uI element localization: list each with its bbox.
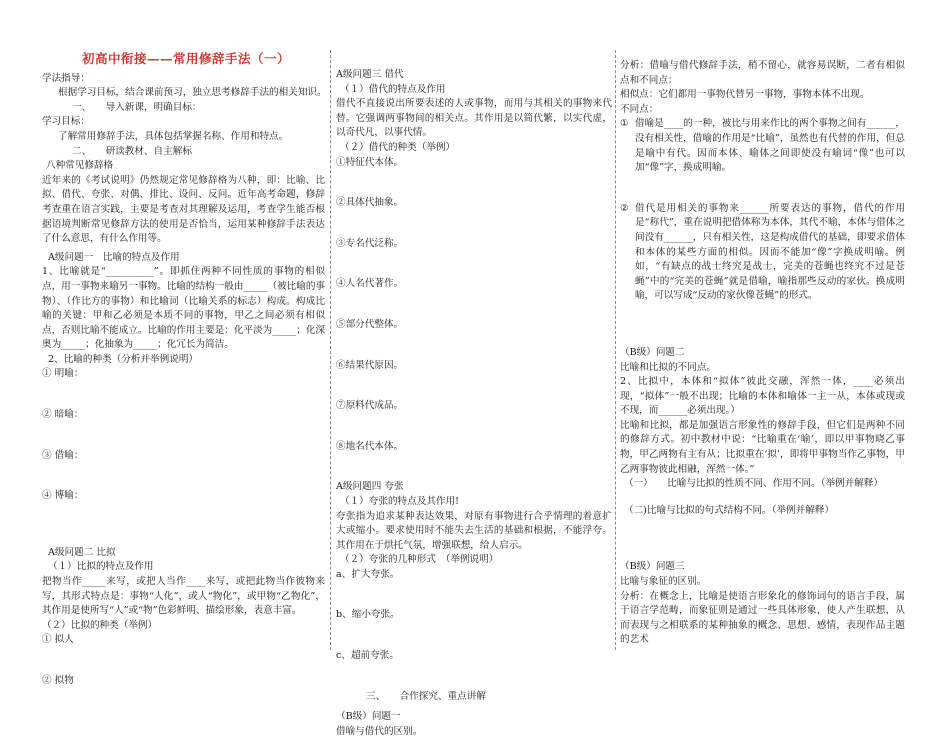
personification: ① 拟人 bbox=[42, 634, 74, 646]
b3-body: 分析：在概念上，比喻是使语言形象化的修饰词句的语言手段，属于语言学范畴，而象征则是通过一些具体形象，使人产生联想，从而表现与之相联系的某种抽象的概念、思想、感情，表现作品主题的艺术 bbox=[620, 590, 905, 646]
metonymy-kind-6: ⑥结果代原因。 bbox=[336, 359, 404, 371]
difference-label: 不同点： bbox=[620, 103, 659, 115]
analysis-1: 分析：借喻与借代修辞手法，稍不留心，就容易误断，二者有相似点和不同点： bbox=[620, 60, 905, 86]
b1-body: 借喻与借代的区别。 bbox=[336, 725, 423, 737]
section-1-heading: 一、 导入新课，明确目标： bbox=[72, 101, 202, 113]
difference-1-text: 借喻是____的一种，被比与用来作比的两个事物之间有______，没有相关性，借喻的作用是“比喻”，虽然也有代替的作用，但总是喻中有代。因而本体、喻体之间即使没有喻词“像”也可以加“像”字，换成明喻。 bbox=[635, 118, 905, 174]
a1-kinds-heading: 2、比喻的种类（分析并举例说明） bbox=[48, 353, 199, 365]
a3-sub2: （２）借代的种类（举例） bbox=[340, 141, 456, 153]
difference-2-text: 借代是用相关的事物来______所要表达的事物，借代的作用是“称代”，重在说明把借体称为本体，其代不喻，本体与借体之间没有______，只有相关性，这是构成借代的基础，即要求借体和本体的某些方面的相似。因而不能加“像”字换成明喻。例如，“有缺点的战士终究是战士，完美的苍蝇也终究不过是苍蝇”中的“完美的苍蝇”就是借喻，喻指那些反动的家伙。换成明喻，可以写成“反动的家伙像苍蝇”的形式。 bbox=[635, 202, 905, 302]
column-divider-2 bbox=[615, 50, 616, 650]
b1-title: （B级）问题一 bbox=[336, 711, 401, 723]
a2-sub2: （２）比拟的种类（举例） bbox=[42, 619, 158, 631]
metaphor-kind-4: ④ 博喻： bbox=[42, 490, 84, 502]
column-3 bbox=[620, 0, 905, 671]
a4-title: A级问题四 夸张 bbox=[336, 481, 404, 493]
metonymy-kind-3: ③专名代泛称。 bbox=[336, 237, 404, 249]
a3-sub1: （１）借代的特点及作用 bbox=[340, 83, 446, 95]
b2-line1: 比喻和比拟的不同点。 bbox=[620, 361, 716, 373]
study-guide-text: 根据学习目标，结合课前预习，独立思考修辞手法的相关知识。 bbox=[58, 87, 327, 99]
hyperbole-kind-3: c、超前夸张。 bbox=[336, 650, 399, 662]
column-1 bbox=[42, 0, 327, 686]
a1-title: A级问题一 比喻的特点及作用 bbox=[48, 251, 180, 263]
page-title: 初高中衔接——常用修辞手法（一） bbox=[82, 51, 291, 66]
section-3-heading: 三、 合作探究、重点讲解 bbox=[366, 690, 486, 702]
b2-question-1: （一） 比喻与比拟的性质不同、作用不同。（举例并解释） bbox=[624, 478, 884, 490]
a2-title: A级问题二 比拟 bbox=[48, 546, 116, 558]
hyperbole-kind-1: a、扩大夸张。 bbox=[336, 568, 400, 580]
column-2 bbox=[336, 0, 612, 737]
goal-label: 学习目标： bbox=[42, 116, 90, 128]
goal-text: 了解常用修辞手法，具体包括掌握名称、作用和特点。 bbox=[58, 130, 289, 142]
metaphor-kind-1: ① 明喻： bbox=[42, 368, 84, 380]
b2-title: （B级）问题二 bbox=[620, 346, 685, 358]
metonymy-kind-2: ②具体代抽象。 bbox=[336, 197, 404, 209]
metonymy-kind-8: ⑧地名代本体。 bbox=[336, 440, 404, 452]
circled-number-2: ② bbox=[620, 202, 629, 214]
column-divider-1 bbox=[330, 50, 331, 650]
b2-body-2: 比喻和比拟，都是加强语言形象性的修辞手段，但它们是两种不同的修辞方式。初中教材中说：“比喻重在‘喻’，即以甲事物晓乙事物，甲乙两物有主有从；比拟重在‘拟’，即将甲事物当作乙事物，甲乙两事物彼此相融，浑然一体。” bbox=[620, 419, 905, 475]
metonymy-kind-4: ④人名代著作。 bbox=[336, 278, 404, 290]
metonymy-kind-1: ①特征代本体。 bbox=[336, 156, 404, 168]
metaphor-kind-2: ② 暗喻： bbox=[42, 409, 84, 421]
a2-body: 把物当作_____来写，或把人当作____来写，或把此物当作彼物来写，其形式特点是：事物“人化”，或人“物化”，或甲物“乙物化”，其作用是使所写“人”或“物”色彩鲜明、描绘形象，表意丰富。 bbox=[42, 576, 325, 617]
a4-sub1: （１）夸张的特点及其作用! bbox=[340, 495, 459, 507]
a4-sub2: （２）夸张的几种形式 （举例说明） bbox=[340, 554, 499, 566]
circled-number-1: ① bbox=[620, 118, 629, 130]
section-2-heading: 二、 研读教材、自主解标 bbox=[72, 145, 192, 157]
metaphor-kind-3: ③ 借喻： bbox=[42, 449, 84, 461]
eight-figures-label: 八种常见修辞格 bbox=[46, 160, 114, 172]
intro-paragraph: 近年来的《考试说明》仍然规定常见修辞格为八种，即：比喻、比拟、借代、夸张、对偶、排比、设问、反问。近年高考命题，修辞考查重在语言实践，主要是考查对其理解及运用，考查学生能否根据语境判断常见修辞方法的使用是否恰当，运用某种修辞手法表达了什么意思，有什么作用等。 bbox=[42, 174, 325, 245]
difference-1 bbox=[620, 117, 905, 175]
b2-question-2: （二)比喻与比拟的句式结构不同。（举例并解释） bbox=[624, 504, 835, 516]
hyperbole-kind-2: b、缩小夸张。 bbox=[336, 609, 400, 621]
study-guide-label: 学法指导： bbox=[42, 72, 90, 84]
a1-body: 1、比喻就是“__________”。即抓住两种不同性质的事物的相似点，用一事物来喻另一事物。比喻的结构一般由_____（被比喻的事物）、（作比方的事物）和比喻词（比喻关系的标志）构成。构成比喻的关键：甲和乙必须是本质不同的事物，甲乙之间必须有相似点，否则比喻不能成立。比喻的作用主要是：化平淡为_____；化深奥为_____；化抽象为_____；化冗长为简洁。 bbox=[42, 266, 326, 351]
b3-line1: 比喻与象征的区别。 bbox=[620, 576, 707, 588]
similarity-text: 相似点：它们都用一事物代替另一事物，事物本体不出现。 bbox=[620, 89, 870, 101]
a3-body: 借代不直接说出所要表述的人或事物，而用与其相关的事物来代替。它强调两事物间的相关点。其作用是以简代繁，以实代虚，以奇代凡，以事代情。 bbox=[336, 98, 612, 139]
a3-title: A级问题三 借代 bbox=[336, 69, 404, 80]
b2-body: 2、比拟中，本体和“拟体”彼此交融，浑然一体，____必须出现，“拟体”一般不出现；比喻的本体和喻体一主一从，本体或现或不现，而______必须出现。） bbox=[620, 376, 905, 417]
metonymy-kind-5: ⑤部分代整体。 bbox=[336, 318, 404, 330]
b3-title: （B级）问题三 bbox=[620, 561, 685, 573]
objectification: ② 拟物 bbox=[42, 675, 74, 686]
a4-body: 夸张指为追求某种表达效果，对原有事物进行合乎情理的着意扩大或缩小。要求使用时不能失去生活的基础和根据，不能浮夸。其作用在于烘托气氛，增强联想，给人启示。 bbox=[336, 510, 612, 551]
metonymy-kind-7: ⑦原料代成品。 bbox=[336, 400, 404, 412]
difference-2 bbox=[620, 202, 905, 304]
a2-sub1: （１）比拟的特点及作用 bbox=[48, 561, 154, 573]
